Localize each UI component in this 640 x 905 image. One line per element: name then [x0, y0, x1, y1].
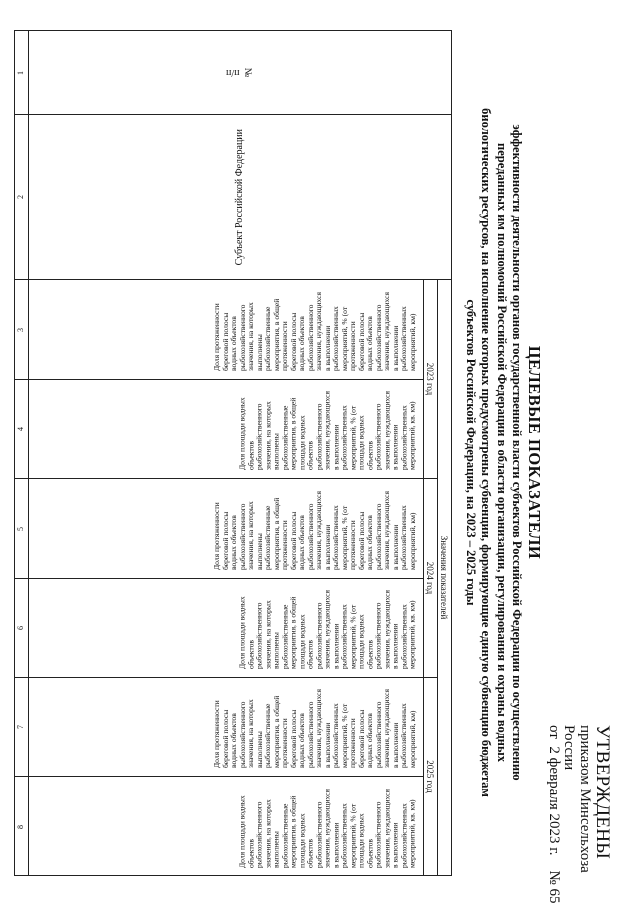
- colnum-8-label: 8: [16, 824, 26, 829]
- colnum-2-label: 2: [16, 195, 26, 199]
- year-header-2025: [423, 678, 437, 876]
- subject-label: Субъект Российской Федерации: [234, 128, 246, 266]
- approval-title: УТВЕРЖДЕНЫ: [592, 725, 613, 860]
- colnum-1: [14, 31, 28, 115]
- indicator-2023-shore: [28, 280, 423, 380]
- colnum-3: [14, 280, 28, 380]
- colnum-6-label: 6: [16, 626, 26, 630]
- header-number-label: № п/п: [226, 67, 254, 78]
- approval-date-prefix: от: [545, 725, 562, 739]
- colnum-5-label: 5: [16, 526, 26, 531]
- indicator-2024-shore: [28, 479, 423, 579]
- indicator-2023-area: [28, 380, 423, 479]
- indicator-2024-area: [28, 579, 423, 678]
- year-label-2023: 2023 год: [425, 362, 436, 396]
- indicator-2025-shore: [28, 678, 423, 777]
- colnum-8: [14, 777, 28, 876]
- group-header-label: Значения показателей: [439, 535, 450, 620]
- indicator-2025-shore-text: Доля протяженности береговой полосы водных объектов рыбохозяйственного значения, на которых выполнены рыбохозяйственные мероприятия, в общей протяженности береговой полосы водных объектов рыбохозяйственного значения, нуждающихся в выполнении рыбохозяйственных мероприятий, % (от протяженности береговой полосы водных объектов рыбохозяйственного значения, нуждающихся в выполнении рыбохозяйственных мероприятий, км): [212, 688, 417, 768]
- colnum-3-label: 3: [16, 327, 26, 332]
- colnum-6: [14, 579, 28, 678]
- year-header-2023: [423, 280, 437, 479]
- approval-stamp: [545, 725, 612, 905]
- indicator-2023-shore-text: Доля протяженности береговой полосы водных объектов рыбохозяйственного значения, на которых выполнены рыбохозяйственные мероприятия, в общей протяженности береговой полосы водных объектов рыбохозяйственного значения, нуждающихся в выполнении рыбохозяйственных мероприятий, % (от протяженности береговой полосы водных объектов рыбохозяйственного значения, нуждающихся в выполнении рыбохозяйственных мероприятий, км): [212, 291, 417, 371]
- approval-date-line: [545, 725, 561, 905]
- indicator-2025-area: [28, 777, 423, 876]
- colnum-4-label: 4: [16, 427, 26, 431]
- approval-number: № 65: [545, 870, 562, 904]
- approval-order: приказом Минсельхоза России: [561, 725, 594, 873]
- colnum-7-label: 7: [16, 725, 26, 729]
- colnum-1-label: 1: [16, 70, 26, 75]
- year-label-2024: 2024 год: [425, 561, 436, 595]
- indicator-2024-shore-text: Доля протяженности береговой полосы водных объектов рыбохозяйственного значения, на которых выполнены рыбохозяйственные мероприятия, в общей протяженности береговой полосы водных объектов рыбохозяйственного значения, нуждающихся в выполнении рыбохозяйственных мероприятий, % (от протяженности береговой полосы водных объектов рыбохозяйственного значения, нуждающихся в выполнении рыбохозяйственных мероприятий, км): [212, 490, 417, 570]
- indicator-2024-area-text: Доля площади водных объектов рыбохозяйственного значения, на которых выполнены рыбохозяйственные мероприятия, в общей площади водных объектов рыбохозяйственного значения, нуждающихся в выполнении рыбохозяйственных мероприятий, % (от площади водных объектов рыбохозяйственного значения, нуждающихся в выполнении рыбохозяйственных мероприятий, кв. км): [237, 589, 417, 669]
- colnum-4: [14, 380, 28, 479]
- colnum-7: [14, 678, 28, 777]
- indicator-2023-area-text: Доля площади водных объектов рыбохозяйственного значения, на которых выполнены рыбохозяйственные мероприятия, в общей площади водных объектов рыбохозяйственного значения, нуждающихся в выполнении рыбохозяйственных мероприятий, % (от площади водных объектов рыбохозяйственного значения, нуждающихся в выполнении рыбохозяйственных мероприятий, кв. км): [237, 390, 417, 470]
- header-subject: [28, 115, 451, 280]
- year-header-2024: [423, 479, 437, 678]
- year-label-2025: 2025 год: [425, 760, 436, 793]
- document-subtitle: эффективности деятельности органов государственной власти субъектов Российской Федерации по осуществлению переданных им полномочий Российской Федерации в области организации, регулирования и охраны водных биологических ресурсов, на исполнение которых предусмотрены субвенции, формирующие единую субвенцию бюджетам субъектов Российской Федерации, на 2023 – 2025 годы: [464, 108, 524, 797]
- document-title: ЦЕЛЕВЫЕ ПОКАЗАТЕЛИ: [525, 345, 544, 560]
- colnum-2: [14, 115, 28, 280]
- indicator-2025-area-text: Доля площади водных объектов рыбохозяйственного значения, на которых выполнены рыбохозяйственные мероприятия, в общей площади водных объектов рыбохозяйственного значения, нуждающихся в выполнении рыбохозяйственных мероприятий, % (от площади водных объектов рыбохозяйственного значения, нуждающихся в выполнении рыбохозяйственных мероприятий, кв. км): [237, 788, 417, 868]
- header-number: [28, 31, 451, 115]
- approval-date: 2 февраля 2023 г.: [545, 746, 562, 856]
- colnum-5: [14, 479, 28, 579]
- indicators-table: [14, 30, 452, 876]
- group-header: [437, 280, 451, 876]
